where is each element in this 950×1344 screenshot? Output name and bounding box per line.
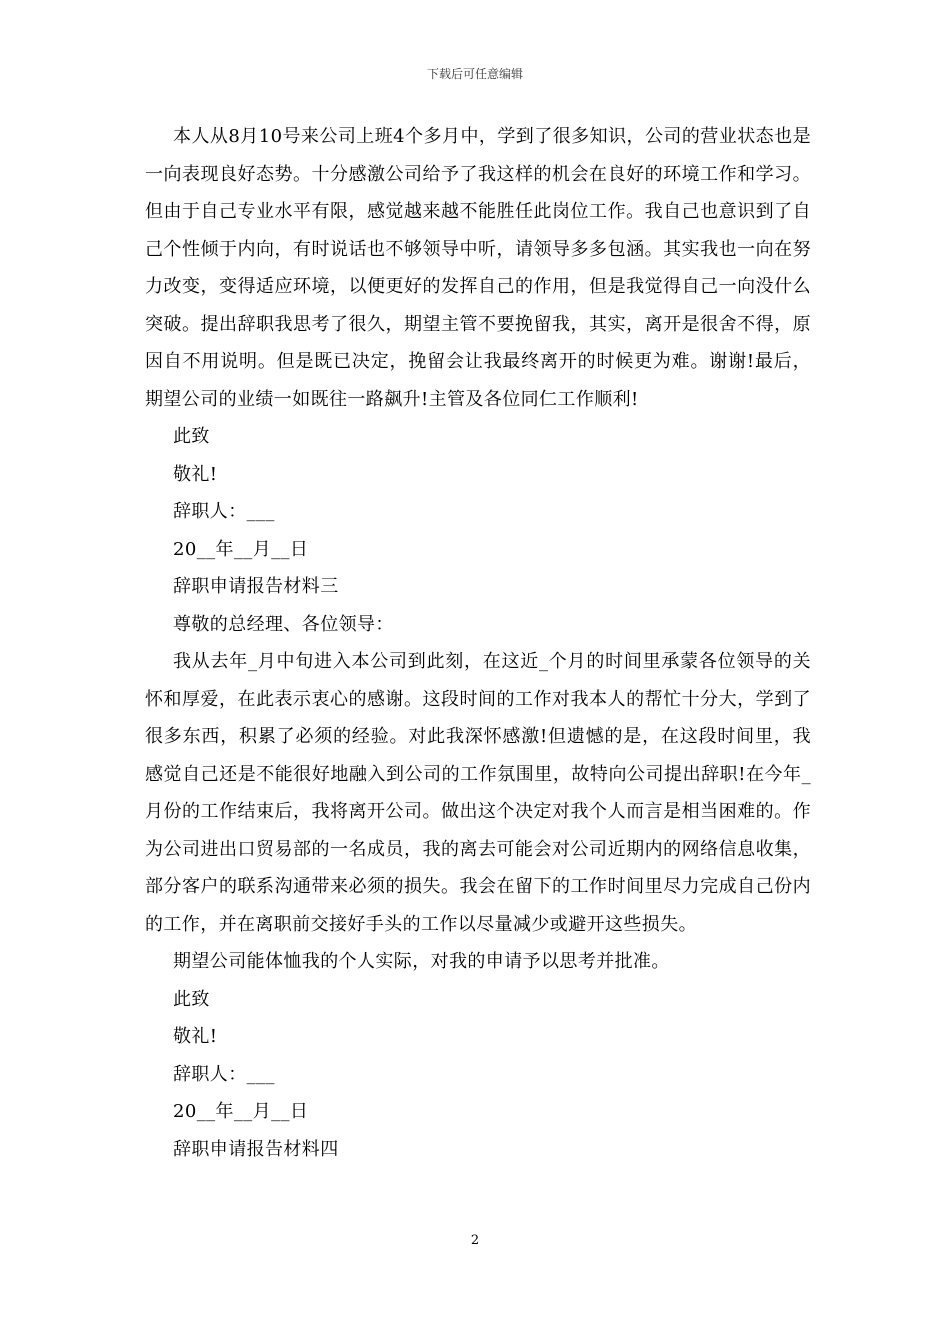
closing-regards: 敬礼! <box>173 463 218 485</box>
greeting: 尊敬的总经理、各位领导： <box>173 613 394 635</box>
signature-line-2: 辞职人：___ <box>173 1063 275 1085</box>
closing-salutation-2: 此致 <box>173 988 210 1010</box>
page-header: 下载后可任意编辑 <box>426 67 523 81</box>
document-body <box>145 118 811 1168</box>
paragraph-request: 期望公司能体恤我的个人实际，对我的申请予以思考并批准。 <box>173 951 670 972</box>
section-heading-3: 辞职申请报告材料三 <box>173 576 339 597</box>
paragraph-body: 我从去年_月中旬进入本公司到此刻，在这近_个月的时间里承蒙各位领导的关怀和厚爱，在此表示衷心的感谢。这段时间的工作对我本人的帮忙十分大，学到了很多东西，积累了必须的经验。对此我深怀感激!但遗憾的是，在这段时间里，我感觉自己还是不能很好地融入到公司的工作氛围里，故特向公司提出辞职!在今年_月份的工作结束后，我将离开公司。做出这个决定对我个人而言是相当困难的。作为公司进出口贸易部的一名成员，我的离去可能会对公司近期内的网络信息收集，部分客户的联系沟通带来必须的损失。我会在留下的工作时间里尽力完成自己份内的工作，并在离职前交接好手头的工作以尽量减少或避开这些损失。 <box>145 651 811 935</box>
page-number: 2 <box>470 1233 480 1248</box>
signature-line: 辞职人：___ <box>173 501 275 522</box>
date-line-2: 20__年__月__日 <box>173 1101 309 1122</box>
section-heading-4: 辞职申请报告材料四 <box>173 1138 339 1160</box>
closing-regards-2: 敬礼! <box>173 1026 218 1047</box>
date-line: 20__年__月__日 <box>173 538 309 560</box>
closing-salutation: 此致 <box>173 426 210 447</box>
paragraph-intro: 本人从8月10号来公司上班4个多月中，学到了很多知识，公司的营业状态也是一向表现良好态势。十分感激公司给予了我这样的机会在良好的环境工作和学习。但由于自己专业水平有限，感觉越来越不能胜任此岗位工作。我自己也意识到了自己个性倾于内向，有时说话也不够领导中听，请领导多多包涵。其实我也一向在努力改变，变得适应环境，以便更好的发挥自己的作用，但是我觉得自己一向没什么突破。提出辞职我思考了很久，期望主管不要挽留我，其实，离开是很舍不得，原因自不用说明。但是既已决定，挽留会让我最终离开的时候更为难。谢谢!最后，期望公司的业绩一如既往一路飙升!主管及各位同仁工作顺利! <box>145 126 811 410</box>
